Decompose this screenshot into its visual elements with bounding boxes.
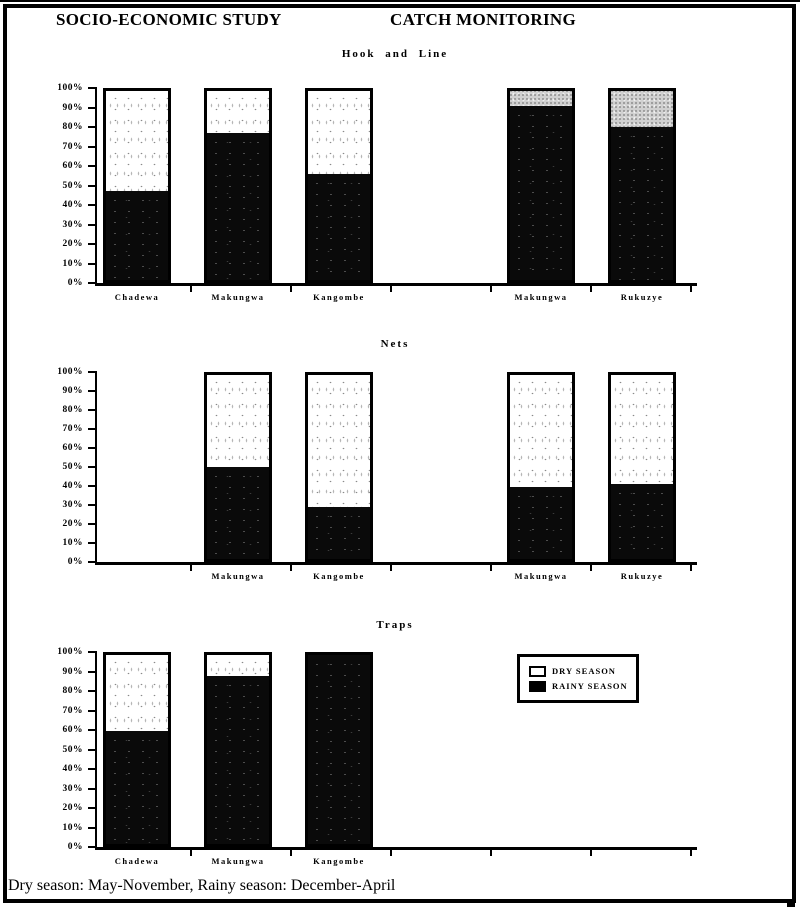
chart-title-traps: Traps: [376, 619, 414, 631]
rainy-season-segment: [308, 174, 370, 280]
y-axis-tick: [88, 146, 97, 148]
category-label: Makungwa: [514, 292, 568, 302]
scan-corner-artifact: [787, 903, 795, 907]
y-axis-tick: [88, 561, 97, 563]
season-definition-footnote: Dry season: May-November, Rainy season: December-April: [8, 877, 396, 894]
y-axis-tick: [88, 846, 97, 848]
bar-traps-chadewa: [103, 652, 171, 847]
dry-season-segment: [308, 375, 370, 507]
rainy-season-segment: [106, 191, 168, 280]
y-axis-tick-label: 10%: [62, 538, 83, 548]
rainy-season-segment: [207, 467, 269, 559]
dry-season-segment: [611, 91, 673, 127]
y-axis-tick-label: 40%: [62, 200, 83, 210]
y-axis-tick-label: 20%: [62, 803, 83, 813]
y-axis-tick-label: 20%: [62, 239, 83, 249]
y-axis-tick: [88, 749, 97, 751]
y-axis-tick: [88, 807, 97, 809]
y-axis-tick: [88, 788, 97, 790]
plot-area-nets: [57, 367, 697, 581]
y-axis-tick: [88, 204, 97, 206]
category-label: Makungwa: [211, 292, 265, 302]
rainy-season-segment: [308, 507, 370, 559]
y-axis-tick: [88, 165, 97, 167]
y-axis-tick: [88, 690, 97, 692]
category-label: Kangombe: [313, 571, 365, 581]
y-axis-tick-label: 30%: [62, 219, 83, 230]
x-axis-tick: [590, 850, 592, 856]
y-axis-tick-label: 0%: [67, 557, 83, 567]
y-axis-tick: [88, 87, 97, 89]
y-axis-tick: [88, 243, 97, 245]
y-axis-tick: [88, 466, 97, 468]
y-axis-tick: [88, 768, 97, 770]
dry-season-segment: [510, 91, 572, 106]
y-axis-tick: [88, 447, 97, 449]
y-axis-tick: [88, 827, 97, 829]
y-axis-tick-label: 70%: [62, 705, 83, 716]
y-axis-tick: [88, 185, 97, 187]
bar-traps-makungwa: [204, 652, 272, 847]
category-label: Chadewa: [114, 856, 160, 866]
rainy-season-segment: [207, 676, 269, 844]
bar-hook-and-line-makungwa: [507, 88, 575, 283]
category-label: Kangombe: [313, 292, 365, 302]
y-axis-tick-label: 90%: [62, 666, 83, 677]
rainy-season-segment: [510, 106, 572, 280]
category-label: Makungwa: [514, 571, 568, 581]
dry-season-segment: [510, 375, 572, 487]
y-axis-tick-label: 80%: [62, 122, 83, 132]
y-axis-tick-label: 50%: [62, 744, 83, 755]
y-axis-tick: [88, 282, 97, 284]
y-axis-tick-label: 30%: [62, 500, 83, 510]
bar-nets-kangombe: [305, 372, 373, 562]
dry-season-segment: [106, 655, 168, 731]
legend-label-dry: DRY SEASON: [552, 666, 616, 676]
y-axis-tick-label: 60%: [62, 725, 83, 735]
category-label: Rukuzye: [620, 292, 664, 302]
bar-hook-and-line-chadewa: [103, 88, 171, 283]
y-axis-tick-label: 100%: [57, 83, 83, 93]
column-header-socio-economic-study: SOCIO-ECONOMIC STUDY: [56, 10, 282, 29]
rainy-season-segment: [308, 655, 370, 844]
bar-nets-makungwa: [204, 372, 272, 562]
y-axis-tick: [88, 428, 97, 430]
rainy-season-segment: [611, 484, 673, 559]
rainy-season-segment: [611, 127, 673, 280]
y-axis-tick: [88, 107, 97, 109]
bar-nets-rukuzye: [608, 372, 676, 562]
y-axis-tick: [88, 224, 97, 226]
y-axis-tick: [88, 542, 97, 544]
y-axis-tick: [88, 651, 97, 653]
x-axis-tick: [490, 850, 492, 856]
dry-season-segment: [106, 91, 168, 191]
y-axis-tick-label: 90%: [62, 386, 83, 396]
y-axis-tick-label: 50%: [62, 180, 83, 191]
category-label: Makungwa: [211, 856, 265, 866]
y-axis-tick: [88, 126, 97, 128]
dry-season-segment: [308, 91, 370, 174]
bar-nets-makungwa: [507, 372, 575, 562]
y-axis-tick-label: 20%: [62, 519, 83, 529]
y-axis-tick-label: 0%: [67, 278, 83, 288]
y-axis-tick-label: 100%: [57, 367, 83, 377]
chart-title-hook-and-line: Hook and Line: [341, 48, 449, 60]
category-label: Chadewa: [114, 292, 160, 302]
category-label: Kangombe: [313, 856, 365, 866]
y-axis-tick-label: 80%: [62, 405, 83, 415]
y-axis-tick: [88, 390, 97, 392]
bar-hook-and-line-makungwa: [204, 88, 272, 283]
rainy-season-segment: [106, 731, 168, 844]
y-axis-tick-label: 30%: [62, 783, 83, 794]
y-axis-tick: [88, 409, 97, 411]
dry-season-segment: [611, 375, 673, 484]
plot-area-traps: [57, 647, 697, 866]
bar-hook-and-line-rukuzye: [608, 88, 676, 283]
x-axis-tick: [690, 850, 692, 856]
y-axis-tick-label: 80%: [62, 686, 83, 696]
category-label: Rukuzye: [620, 571, 664, 581]
legend-label-rainy: RAINY SEASON: [552, 681, 628, 691]
y-axis-tick-label: 40%: [62, 764, 83, 774]
y-axis-tick-label: 70%: [62, 141, 83, 152]
y-axis-tick: [88, 523, 97, 525]
y-axis-tick: [88, 485, 97, 487]
y-axis-tick: [88, 263, 97, 265]
dry-season-segment: [207, 655, 269, 676]
chart-title-nets: Nets: [380, 338, 410, 350]
y-axis-tick-label: 0%: [67, 842, 83, 852]
dry-season-segment: [207, 91, 269, 133]
y-axis-tick-label: 70%: [62, 424, 83, 434]
y-axis-tick-label: 90%: [62, 102, 83, 113]
rainy-season-segment: [207, 133, 269, 280]
rainy-season-segment: [510, 487, 572, 559]
dry-season-segment: [207, 375, 269, 467]
category-label: Makungwa: [211, 571, 265, 581]
y-axis-tick: [88, 729, 97, 731]
y-axis-tick: [88, 710, 97, 712]
scan-edge-artifact: [0, 0, 800, 2]
y-axis-tick: [88, 371, 97, 373]
y-axis-tick-label: 10%: [62, 258, 83, 269]
y-axis-tick-label: 40%: [62, 481, 83, 491]
y-axis-tick-label: 60%: [62, 161, 83, 171]
y-axis-tick-label: 60%: [62, 443, 83, 453]
y-axis-tick: [88, 504, 97, 506]
column-header-catch-monitoring: CATCH MONITORING: [390, 10, 576, 29]
y-axis-tick-label: 10%: [62, 822, 83, 833]
plot-area-hook-and-line: [57, 83, 697, 302]
y-axis-tick-label: 100%: [57, 647, 83, 657]
bar-traps-kangombe: [305, 652, 373, 847]
y-axis-tick: [88, 671, 97, 673]
bar-hook-and-line-kangombe: [305, 88, 373, 283]
y-axis-tick-label: 50%: [62, 462, 83, 472]
